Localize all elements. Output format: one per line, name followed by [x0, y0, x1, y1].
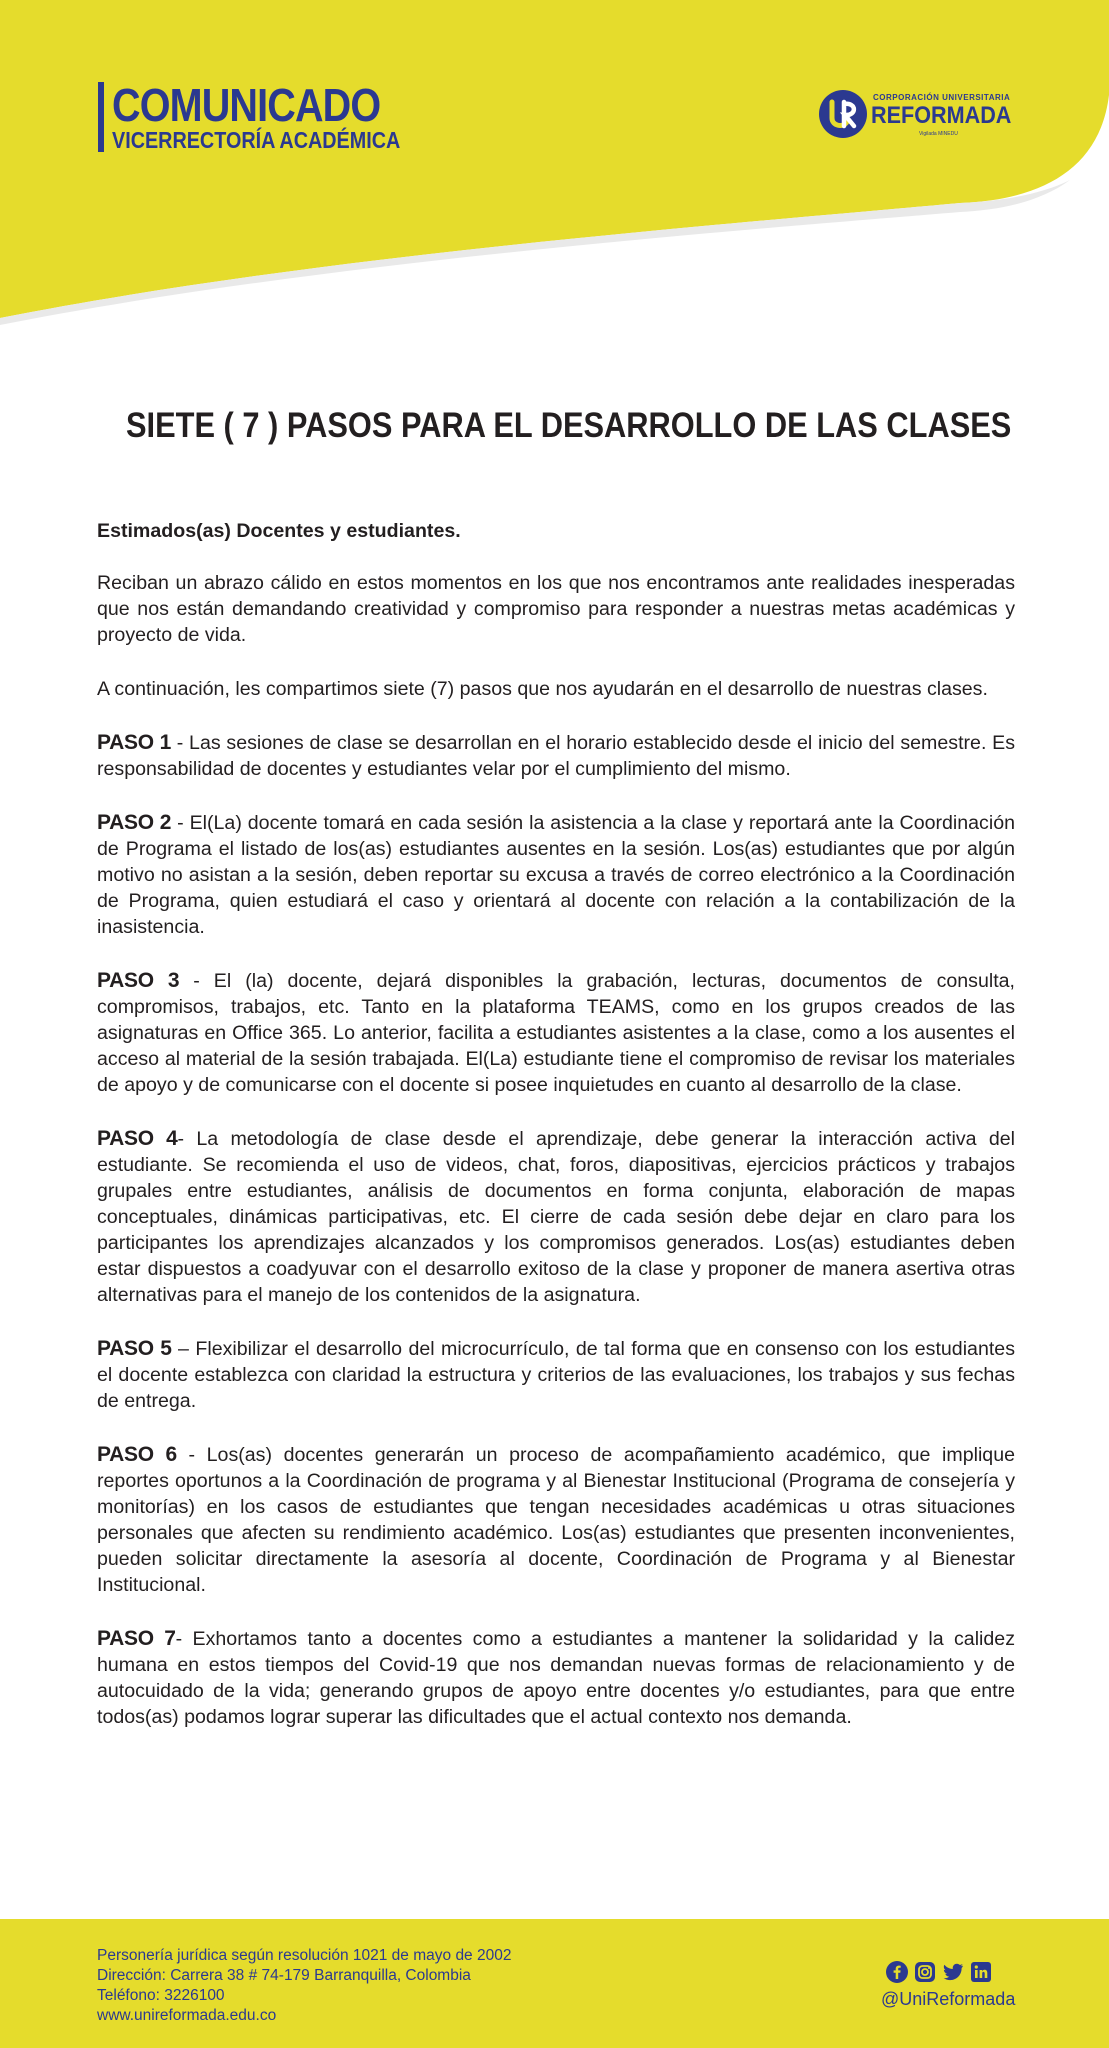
social-handle[interactable]: @UniReformada [881, 1989, 1016, 2009]
step-text: - Los(as) docentes generarán un proceso de acompañamiento académico, que implique reportes oportunos a la Coordinación de programa y al Bienestar Institucional (Programa de consejería y monitorías) en los casos de estudiantes que tengan necesidades académicas u otras situaciones personales que afecten su rendimiento académico. Los(as) estudiantes que presenten inconvenientes, pueden solicitar directamente la asesoría al docente, Coordinación de Programa y al Bienestar Institucional. [97, 1444, 1015, 1596]
facebook-icon[interactable] [886, 1961, 908, 1983]
twitter-icon[interactable] [942, 1961, 964, 1983]
step-paragraph [97, 730, 1015, 782]
ur-logo-icon [817, 88, 869, 140]
linkedin-icon[interactable] [970, 1961, 992, 1983]
legal-registration: Personería jurídica según resolución 1021 de mayo de 2002 [97, 1947, 512, 1964]
step-label: PASO 2 [97, 811, 172, 834]
step-paragraph [97, 1126, 1015, 1308]
greeting: Estimados(as) Docentes y estudiantes. [97, 520, 461, 542]
footer-info [97, 1946, 511, 2026]
step-label: PASO 5 [97, 1337, 172, 1360]
step-label: PASO 6 [97, 1443, 177, 1466]
step-paragraph [97, 1442, 1015, 1598]
step-text: – Flexibilizar el desarrollo del microcurrículo, de tal forma que en consenso con los estudiantes el docente establezca con claridad la estructura y criterios de las evaluaciones, los trabajos y sus fechas de entrega. [97, 1338, 1015, 1412]
university-logo [817, 84, 1017, 144]
step-label: PASO 1 [97, 731, 171, 754]
step-paragraph [97, 1336, 1015, 1414]
website-link[interactable]: www.unireformada.edu.co [97, 2007, 277, 2024]
logo-name: REFORMADA [871, 102, 1012, 129]
step-paragraph [97, 968, 1015, 1098]
step-text: - La metodología de clase desde el aprendizaje, debe generar la interacción activa del estudiante. Se recomienda el uso de videos, chat, foros, diapositivas, ejercicios prácticos y trabajos grupales entre estudiantes, análisis de documentos en forma conjunta, elaboración de mapas conceptuales, dinámicas participativas, etc. El cierre de cada sesión debe dejar en claro para los participantes los aprendizajes alcanzados y los compromisos generados. Los(as) estudiantes deben estar dispuestos a coadyuvar con el desarrollo exitoso de la clase y proponer de manera asertiva otras alternativas para el manejo de los contenidos de la asignatura. [97, 1128, 1015, 1306]
intro-paragraph: Reciban un abrazo cálido en estos momentos en los que nos encontramos ante realidades inesperadas que nos están demandando creatividad y compromiso para responder a nuestras metas académicas y proyecto de vida. [97, 572, 1015, 646]
document-body [97, 518, 1015, 1758]
step-paragraph [97, 810, 1015, 940]
footer [0, 1919, 1109, 2048]
intro-paragraph: A continuación, les compartimos siete (7) pasos que nos ayudarán en el desarrollo de nuestras clases. [97, 678, 988, 700]
step-label: PASO 3 [97, 969, 180, 992]
step-paragraph [97, 1626, 1015, 1730]
step-text: - El(La) docente tomará en cada sesión la asistencia a la clase y reportará ante la Coordinación de Programa el listado de los(as) estudiantes ausentes en la sesión. Los(as) estudiantes que por algún motivo no asistan a la sesión, deben reportar su excusa a través de correo electrónico a la Coordinación de Programa, quien estudiará el caso y orientará al docente con relación a la contabilización de la inasistencia. [97, 812, 1016, 938]
step-text: - El (la) docente, dejará disponibles la grabación, lecturas, documentos de consulta, compromisos, trabajos, etc. Tanto en la plataforma TEAMS, como en los grupos creados de las asignaturas en Office 365. Lo anterior, facilita a estudiantes asistentes a la clase, como a los ausentes el acceso al material de la sesión trabajada. El(La) estudiante tiene el compromiso de revisar los materiales de apoyo y de comunicarse con el docente si posee inquietudes en cuanto al desarrollo de la clase. [97, 970, 1015, 1096]
step-text: - Exhortamos tanto a docentes como a estudiantes a mantener la solidaridad y la calidez humana en estos tiempos del Covid-19 que nos demandan nuevas formas de relacionamiento y de autocuidado de la vida; generando grupos de apoyo entre docentes y/o estudiantes, para que entre todos(as) podamos lograr superar las dificultades que el actual contexto nos demanda. [97, 1628, 1015, 1728]
phone: Teléfono: 3226100 [97, 1987, 225, 2004]
communique-heading [98, 79, 447, 153]
step-label: PASO 7 [97, 1627, 176, 1650]
logo-corporation-text: CORPORACIÓN UNIVERSITARIA [873, 93, 1011, 102]
address: Dirección: Carrera 38 # 74-179 Barranquilla, Colombia [97, 1967, 471, 1984]
document-title: SIETE ( 7 ) PASOS PARA EL DESARROLLO DE LAS CLASES [126, 406, 1012, 445]
instagram-icon[interactable] [914, 1961, 936, 1983]
step-text: - Las sesiones de clase se desarrollan en el horario establecido desde el inicio del semestre. Es responsabilidad de docentes y estudiantes velar por el cumplimiento del mismo. [97, 732, 1016, 780]
social-links [886, 1961, 992, 1983]
logo-note: Vigilada MINEDU [919, 131, 958, 137]
header-banner [0, 0, 1109, 330]
communique-title: COMUNICADO [112, 79, 381, 131]
communique-subtitle: VICERRECTORÍA ACADÉMICA [112, 127, 401, 153]
step-label: PASO 4 [97, 1127, 178, 1150]
